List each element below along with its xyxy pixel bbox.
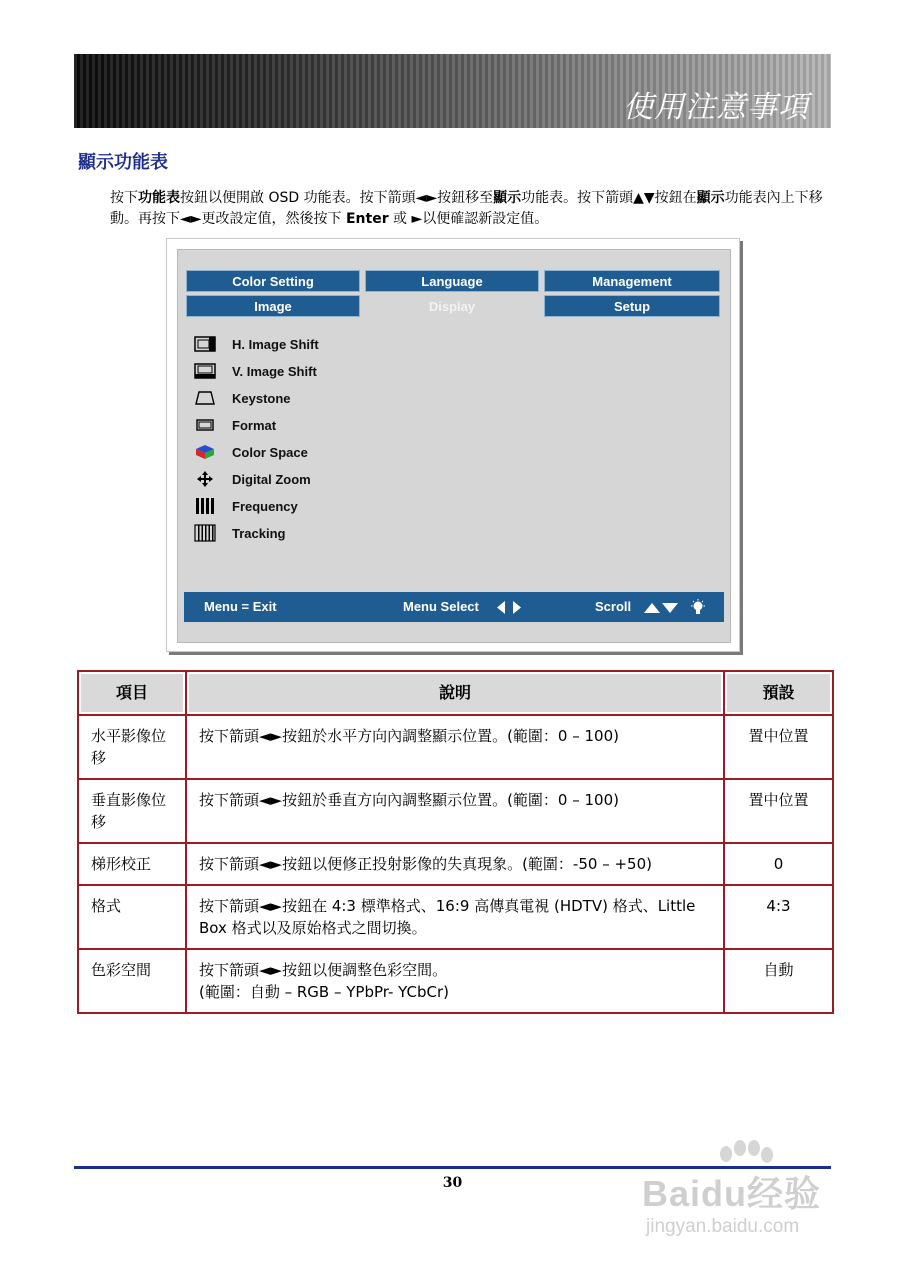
v-image-shift-icon xyxy=(194,362,216,380)
osd-status-bar xyxy=(184,592,724,622)
menu-item-tracking[interactable]: Tracking xyxy=(194,523,285,543)
row-item: 梯形校正 xyxy=(78,843,186,885)
row-item: 色彩空間 xyxy=(78,949,186,1013)
row-description: 按下箭頭◄►按鈕以便修正投射影像的失真現象。(範圍：-50 – +50) xyxy=(186,843,724,885)
column-header-default: 預設 xyxy=(724,671,833,715)
row-description: 按下箭頭◄►按鈕於水平方向內調整顯示位置。(範圍：0 – 100) xyxy=(186,715,724,779)
row-default: 置中位置 xyxy=(724,779,833,843)
format-icon xyxy=(194,416,216,434)
column-header-description: 說明 xyxy=(186,671,724,715)
frequency-icon xyxy=(194,497,216,515)
table-row xyxy=(78,715,833,779)
menu-item-digital-zoom[interactable]: Digital Zoom xyxy=(194,469,311,489)
display-settings-table xyxy=(77,670,834,1014)
menu-item-v-image-shift[interactable]: V. Image Shift xyxy=(194,361,317,381)
color-space-icon xyxy=(194,443,216,461)
h-image-shift-icon xyxy=(194,335,216,353)
menu-item-format[interactable]: Format xyxy=(194,415,276,435)
column-header-item: 項目 xyxy=(78,671,186,715)
tab-language[interactable]: Language xyxy=(365,270,539,292)
row-default: 自動 xyxy=(724,949,833,1013)
table-row xyxy=(78,843,833,885)
menu-item-h-image-shift[interactable]: H. Image Shift xyxy=(194,334,319,354)
tab-setup[interactable]: Setup xyxy=(544,295,720,317)
watermark-brand: Baidu经验 xyxy=(642,1173,822,1214)
menu-item-color-space[interactable]: Color Space xyxy=(194,442,308,462)
osd-menu xyxy=(177,249,731,643)
row-default: 4:3 xyxy=(724,885,833,949)
tracking-icon xyxy=(194,524,216,542)
row-default: 0 xyxy=(724,843,833,885)
intro-paragraph: 按下功能表按鈕以便開啟 OSD 功能表。按下箭頭◄►按鈕移至顯示功能表。按下箭頭▲▼按鈕在顯示功能表內上下移動。再按下◄►更改設定值，然後按下 Enter 或 ►以便確認新設定值。 xyxy=(110,190,823,227)
menu-item-frequency[interactable]: Frequency xyxy=(194,496,298,516)
table-row xyxy=(78,885,833,949)
menu-item-keystone[interactable]: Keystone xyxy=(194,388,291,408)
table-header-row xyxy=(78,671,833,715)
watermark-url: jingyan.baidu.com xyxy=(646,1216,800,1237)
menu-exit-hint: Menu = Exit xyxy=(204,599,277,614)
section-title: 顯示功能表 xyxy=(78,152,168,173)
row-item: 垂直影像位移 xyxy=(78,779,186,843)
chapter-title: 使用注意事項 xyxy=(623,90,809,125)
baidu-watermark xyxy=(642,1140,882,1250)
row-description: 按下箭頭◄►按鈕在 4:3 標準格式、16:9 高傳真電視 (HDTV) 格式、Little Box 格式以及原始格式之間切換。 xyxy=(186,885,724,949)
row-description: 按下箭頭◄►按鈕於垂直方向內調整顯示位置。(範圍：0 – 100) xyxy=(186,779,724,843)
table-row xyxy=(78,779,833,843)
menu-select-hint: Menu Select xyxy=(403,599,479,614)
row-description: 按下箭頭◄►按鈕以便調整色彩空間。 (範圍：自動 – RGB – YPbPr- YCbCr) xyxy=(186,949,724,1013)
tab-display[interactable]: Display xyxy=(365,295,539,317)
lightbulb-icon xyxy=(690,599,706,619)
scroll-hint: Scroll xyxy=(595,599,632,614)
row-item: 格式 xyxy=(78,885,186,949)
row-item: 水平影像位移 xyxy=(78,715,186,779)
header-banner xyxy=(74,54,831,128)
table-row xyxy=(78,949,833,1013)
tab-image[interactable]: Image xyxy=(186,295,360,317)
tab-management[interactable]: Management xyxy=(544,270,720,292)
digital-zoom-icon xyxy=(194,470,216,488)
up-down-arrows-icon xyxy=(644,602,678,617)
row-default: 置中位置 xyxy=(724,715,833,779)
page-number: 30 xyxy=(442,1175,463,1191)
osd-screenshot xyxy=(166,238,740,652)
keystone-icon xyxy=(194,389,216,407)
tab-color-setting[interactable]: Color Setting xyxy=(186,270,360,292)
left-right-arrows-icon xyxy=(497,601,521,617)
